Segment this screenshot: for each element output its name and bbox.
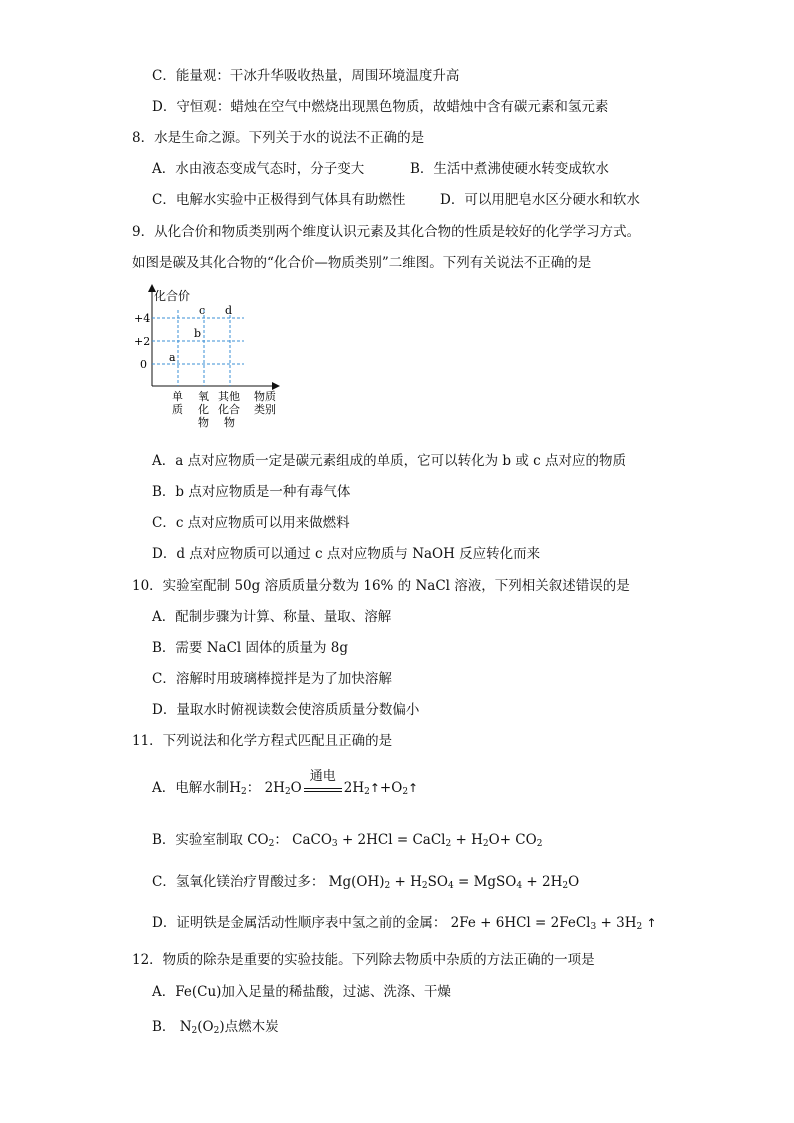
q8-option-a: A．水由液态变成气态时，分子变大 [152, 161, 365, 177]
q10-option-b: B．需要 NaCl 固体的质量为 8g [152, 640, 349, 656]
q11-option-b-label: B．实验室制取 CO [152, 832, 269, 848]
q9-option-b: B．b 点对应物质是一种有毒气体 [152, 484, 351, 500]
q10-stem: 10．实验室配制 50g 溶质质量分数为 16% 的 NaCl 溶液，下列相关叙述错误的是 [132, 578, 630, 594]
y-tick-label: +4 [134, 312, 151, 325]
q10-option-d: D．量取水时俯视读数会使溶质质量分数偏小 [152, 702, 420, 718]
formula-n2-o2: $N_2(O_2)$ [179, 1019, 225, 1036]
y-axis-label: 化合价 [154, 289, 191, 303]
q11-option-d [152, 913, 657, 933]
q9-option-c: C．c 点对应物质可以用来做燃料 [152, 515, 350, 531]
q8-option-c: C．电解水实验中正极得到气体具有助燃性 [152, 192, 406, 208]
formula-h2: $H_2$ [229, 780, 247, 797]
q10-option-c: C．溶解时用玻璃棒搅拌是为了加快溶解 [152, 671, 392, 687]
equation-electrolysis: $2H_2O$ 通电 $2H_2↑+O_2↑$ [264, 768, 419, 797]
x-category-label-2: 氧化物 [198, 390, 209, 429]
y-tick-label: 0 [140, 358, 147, 371]
point-label-d: d [225, 304, 233, 317]
y-tick-label: +2 [134, 335, 151, 348]
point-label-a: a [169, 351, 176, 364]
q9-stem-line2: 如图是碳及其化合物的“化合价—物质类别”二维图。下列有关说法不正确的是 [132, 255, 592, 271]
q11-option-c-label: C．氢氧化镁治疗胃酸过多： [152, 874, 325, 890]
q11-option-d-label: D．证明铁是金属活动性顺序表中氢之前的金属： [152, 915, 447, 931]
q11-stem: 11．下列说法和化学方程式匹配且正确的是 [132, 733, 393, 749]
x-category-label-3: 其他化合物 [218, 390, 240, 429]
point-label-b: b [194, 327, 202, 340]
q7-option-c: C．能量观：干冰升华吸收热量，周围环境温度升高 [152, 68, 460, 84]
x-axis-arrow [272, 382, 280, 390]
q12-option-b-label: 点燃木炭 [224, 1019, 279, 1035]
q9-option-d: D．d 点对应物质可以通过 c 点对应物质与 NaOH 反应转化而来 [152, 546, 541, 562]
q11-option-b: B．实验室制取 $CO_2$： CaCO$_3$ + 2HCl = CaCl$_2$ + $H_2O+ CO_2$ [152, 832, 543, 849]
equation-mgoh2: $Mg(OH)_2 + H_2SO_4$ = MgSO$_4$ + $2H_2O$ [328, 874, 580, 891]
q8-option-b: B．生活中煮沸使硬水转变成软水 [410, 161, 609, 177]
q11-option-a: A．电解水制$H_2$： $2H_2O$ 通电 $2H_2↑+O_2↑$ [152, 768, 419, 797]
valence-category-chart [132, 282, 292, 442]
q8-option-d: D．可以用肥皂水区分硬水和软水 [440, 192, 640, 208]
point-label-c: c [199, 304, 206, 317]
equation-fe-hcl: 2Fe + 6HCl = 2FeCl$_3$ + $3H_2$ ↑ [450, 915, 657, 932]
q12-stem: 12．物质的除杂是重要的实验技能。下列除去物质中杂质的方法正确的一项是 [132, 952, 595, 968]
q9-option-a: A．a 点对应物质一定是碳元素组成的单质，它可以转化为 b 或 c 点对应的物质 [152, 453, 626, 469]
x-axis-title: 物质类别 [254, 390, 276, 416]
q10-option-a: A．配制步骤为计算、称量、量取、溶解 [152, 609, 392, 625]
x-category-label-1: 单质 [172, 390, 183, 416]
q12-option-a: A．Fe(Cu)加入足量的稀盐酸，过滤、洗涤、干燥 [152, 984, 451, 1000]
grid [152, 310, 244, 386]
reaction-condition: 通电 [302, 779, 344, 799]
equation-co2: CaCO$_3$ + 2HCl = CaCl$_2$ + $H_2O+ CO_2$ [292, 832, 543, 849]
q11-option-a-label: A．电解水制 [152, 780, 230, 796]
q7-option-d: D．守恒观：蜡烛在空气中燃烧出现黑色物质，故蜡烛中含有碳元素和氢元素 [152, 99, 609, 115]
q8-stem: 8．水是生命之源。下列关于水的说法不正确的是 [132, 130, 425, 146]
q12-option-b: B． $N_2(O_2)$点燃木炭 [152, 1019, 279, 1036]
q9-stem-line1: 9．从化合价和物质类别两个维度认识元素及其化合物的性质是较好的化学学习方式。 [132, 224, 641, 240]
q11-option-c [152, 872, 579, 892]
